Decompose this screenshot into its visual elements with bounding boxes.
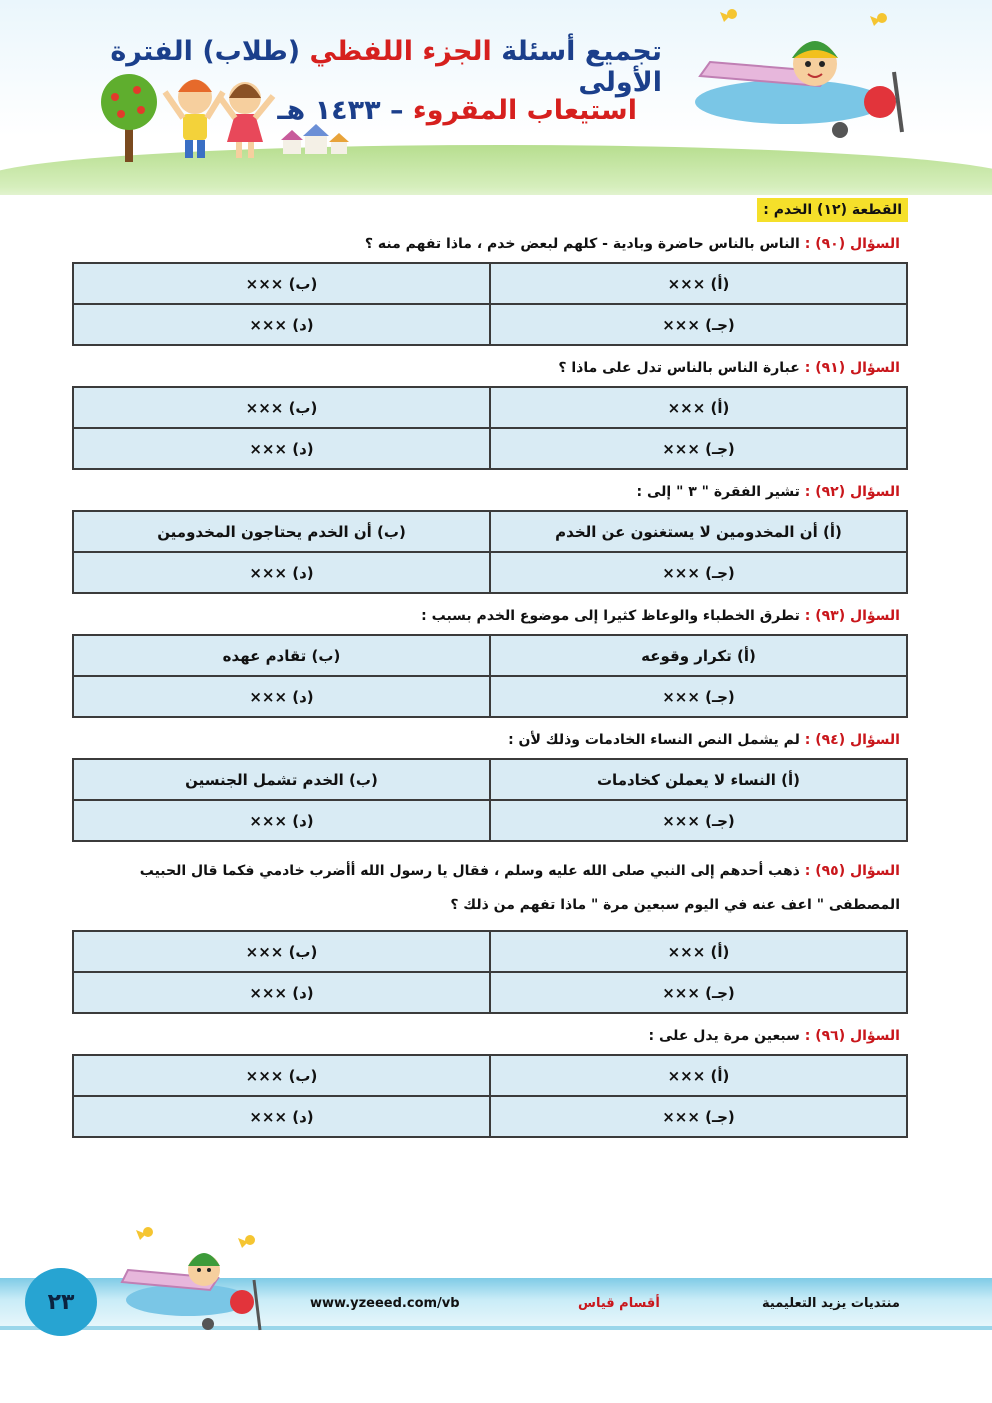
footer-url-link[interactable]: www.yzeeed.com/vb	[310, 1296, 460, 1311]
option-a[interactable]: (أ) ×××	[490, 387, 907, 428]
section-title: القطعة (١٢) الخدم :	[757, 198, 908, 222]
questions-section	[72, 195, 908, 1150]
option-c[interactable]: (جـ) ×××	[490, 304, 907, 345]
question-label: السؤال (٩١) :	[804, 360, 900, 376]
question-label: السؤال (٩٥) :	[804, 863, 900, 879]
option-b[interactable]: (ب) ×××	[73, 263, 490, 304]
option-d[interactable]: (د) ×××	[73, 676, 490, 717]
footer-airplane-icon	[118, 1220, 278, 1340]
option-a[interactable]: (أ) ×××	[490, 1055, 907, 1096]
option-b[interactable]: (ب) ×××	[73, 931, 490, 972]
options-table-90	[72, 262, 908, 346]
option-c[interactable]: (جـ) ×××	[490, 972, 907, 1013]
option-c[interactable]: (جـ) ×××	[490, 428, 907, 469]
option-d[interactable]: (د) ×××	[73, 428, 490, 469]
table-row	[73, 635, 907, 676]
question-91	[72, 358, 908, 378]
option-a[interactable]: (أ) ×××	[490, 931, 907, 972]
option-d[interactable]: (د) ×××	[73, 800, 490, 841]
question-text: تشير الفقرة " ٣ " إلى :	[636, 484, 805, 500]
question-94	[72, 730, 908, 750]
question-text: عبارة الناس بالناس تدل على ماذا ؟	[558, 360, 805, 376]
options-table-92	[72, 510, 908, 594]
question-label: السؤال (٩٦) :	[804, 1028, 900, 1044]
question-label: السؤال (٩٣) :	[804, 608, 900, 624]
question-label: السؤال (٩٤) :	[804, 732, 900, 748]
table-row	[73, 759, 907, 800]
question-text: سبعين مرة يدل على :	[648, 1028, 805, 1044]
table-row	[73, 552, 907, 593]
option-b[interactable]: (ب) ×××	[73, 1055, 490, 1096]
option-b[interactable]: (ب) تقادم عهده	[73, 635, 490, 676]
table-row	[73, 428, 907, 469]
question-label: السؤال (٩٠) :	[804, 236, 900, 252]
table-row	[73, 263, 907, 304]
option-d[interactable]: (د) ×××	[73, 1096, 490, 1137]
question-text: الناس بالناس حاضرة وبادية - كلهم لبعض خدم ، ماذا تفهم منه ؟	[364, 236, 805, 252]
option-a[interactable]: (أ) ×××	[490, 263, 907, 304]
table-row	[73, 931, 907, 972]
table-row	[73, 304, 907, 345]
table-row	[73, 676, 907, 717]
question-96	[72, 1026, 908, 1046]
table-row	[73, 800, 907, 841]
question-text: لم يشمل النص النساء الخادمات وذلك لأن :	[508, 732, 805, 748]
options-table-94	[72, 758, 908, 842]
option-d[interactable]: (د) ×××	[73, 972, 490, 1013]
question-92	[72, 482, 908, 502]
options-table-96	[72, 1054, 908, 1138]
question-text: ذهب أحدهم إلى النبي صلى الله عليه وسلم ، فقال يا رسول الله أأضرب خادمي فكما قال الحبيب المصطفى " اعف عنه في اليوم سبعين مرة " ماذا تفهم من ذلك ؟	[139, 863, 900, 913]
footer-section-label: أقسام قياس	[578, 1296, 660, 1311]
option-b[interactable]: (ب) الخدم تشمل الجنسين	[73, 759, 490, 800]
page-header	[0, 0, 992, 195]
option-b[interactable]: (ب) أن الخدم يحتاجون المخدومين	[73, 511, 490, 552]
option-c[interactable]: (جـ) ×××	[490, 800, 907, 841]
options-table-95	[72, 930, 908, 1014]
option-c[interactable]: (جـ) ×××	[490, 676, 907, 717]
option-a[interactable]: (أ) أن المخدومين لا يستغنون عن الخدم	[490, 511, 907, 552]
question-text: تطرق الخطباء والوعاظ كثيرا إلى موضوع الخدم بسبب :	[421, 608, 805, 624]
question-95	[72, 854, 908, 922]
page-title: تجميع أسئلة الجزء اللفظي (طلاب) الفترة الأولى	[110, 36, 662, 98]
airplane-illustration	[680, 2, 920, 152]
question-label: السؤال (٩٢) :	[804, 484, 900, 500]
option-c[interactable]: (جـ) ×××	[490, 552, 907, 593]
page-subtitle: استيعاب المقروء – ١٤٣٣ هـ	[277, 95, 637, 126]
option-a[interactable]: (أ) تكرار وقوعه	[490, 635, 907, 676]
options-table-93	[72, 634, 908, 718]
footer-forum-name: منتديات يزيد التعليمية	[762, 1296, 900, 1311]
option-d[interactable]: (د) ×××	[73, 552, 490, 593]
question-93	[72, 606, 908, 626]
table-row	[73, 511, 907, 552]
option-b[interactable]: (ب) ×××	[73, 387, 490, 428]
option-d[interactable]: (د) ×××	[73, 304, 490, 345]
page-number: ٢٣	[25, 1268, 97, 1336]
table-row	[73, 387, 907, 428]
table-row	[73, 1096, 907, 1137]
option-a[interactable]: (أ) النساء لا يعملن كخادمات	[490, 759, 907, 800]
options-table-91	[72, 386, 908, 470]
question-90	[72, 234, 908, 254]
option-c[interactable]: (جـ) ×××	[490, 1096, 907, 1137]
table-row	[73, 1055, 907, 1096]
table-row	[73, 972, 907, 1013]
